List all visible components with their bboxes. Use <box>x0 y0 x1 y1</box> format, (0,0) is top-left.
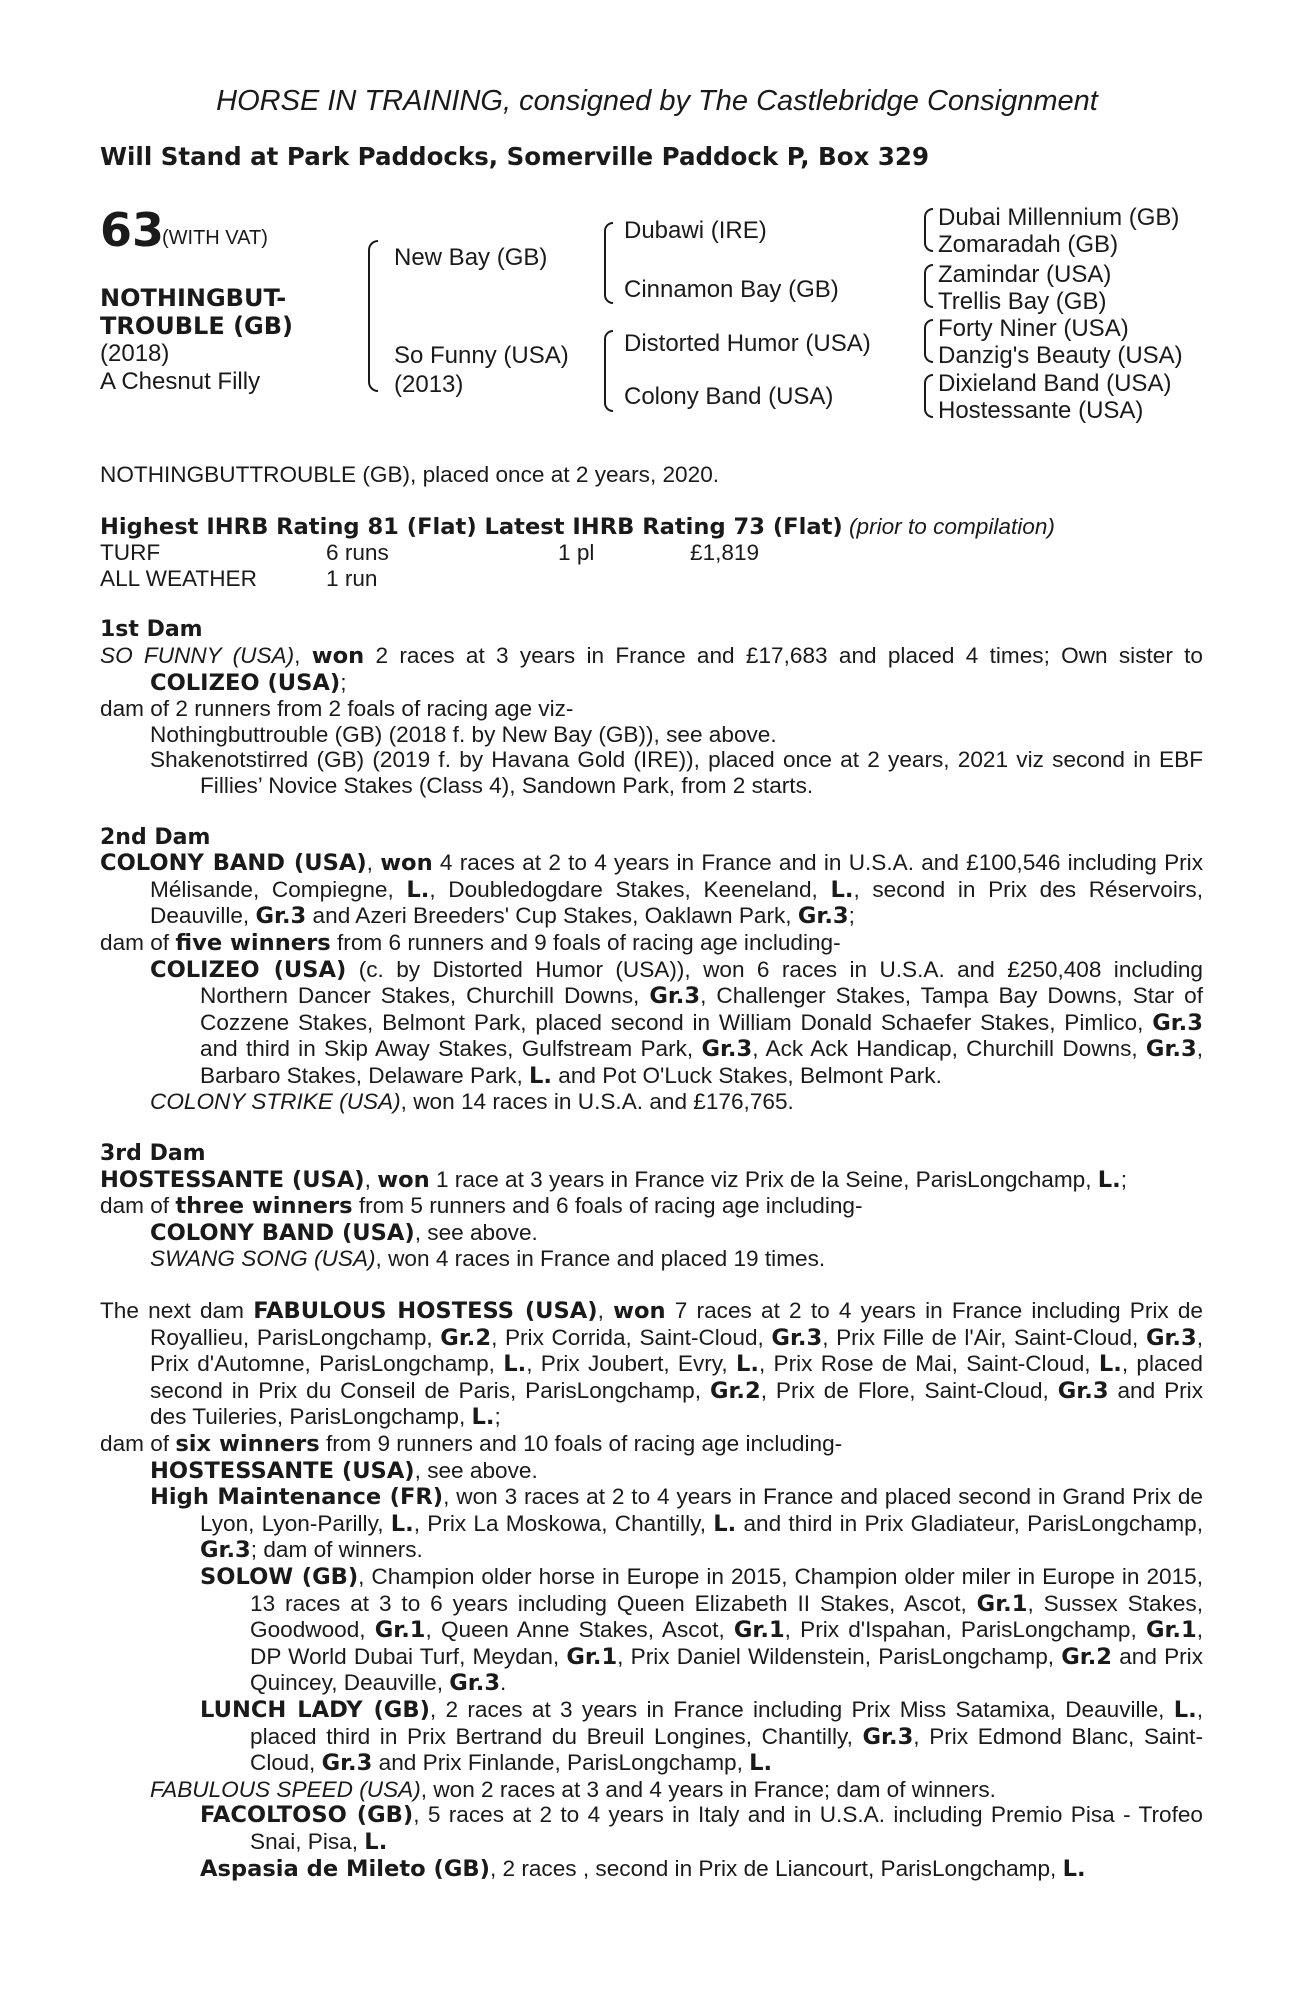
stand-location: Will Stand at Park Paddocks, Somerville Paddock P, Box 329 <box>100 142 930 171</box>
horse-description: A Chesnut Filly <box>100 368 261 395</box>
next-dam-record: The next dam FABULOUS HOSTESS (USA), won 7 races at 2 to 4 years in France including Prix de Royallieu, ParisLongchamp, Gr.2, Prix Corrida, Saint-Cloud, Gr.3, Prix Fille de l'Air, Saint-Cloud, Gr.3, Prix d'Automne, ParisLongchamp, L., Prix Joubert, Evry, L., Prix Rose de Mai, Saint-Cloud, L., placed second in Prix du Conseil de Paris, ParisLongchamp, Gr.2, Prix de Flore, Saint-Cloud, Gr.3 and Prix des Tuileries, ParisLongchamp, L.; <box>100 1298 1204 1431</box>
next-dam-name: FABULOUS HOSTESS (USA) <box>253 1298 598 1325</box>
pedigree-dam-sire: Distorted Humor (USA) <box>624 330 871 357</box>
first-dam-section <box>100 617 1203 798</box>
surface-aw: ALL WEATHER <box>100 565 257 591</box>
high-maintenance-record: High Maintenance (FR), won 3 races at 2 to 4 years in France and placed second in Grand Prix de Lyon, Lyon-Parilly, L., Prix La Moskowa, Chantilly, L. and third in Prix Gladiateur, ParisLongchamp, Gr.3; dam of winners. <box>150 1484 1203 1564</box>
lot-number: 63 <box>100 203 165 257</box>
horse-name-line1: NOTHINGBUT- <box>100 284 287 312</box>
colony-strike-record: COLONY STRIKE (USA), won 14 races in U.S.A. and £176,765. <box>150 1089 794 1115</box>
brace-dam <box>604 330 613 412</box>
aspasia-record: Aspasia de Mileto (GB), 2 races , second in Prix de Liancourt, ParisLongchamp, L. <box>200 1855 1086 1882</box>
lunch-lady-record: LUNCH LADY (GB), 2 races at 3 years in France including Prix Miss Satamixa, Deauville, L., placed third in Prix Bertrand du Breuil Longines, Chantilly, Gr.3, Prix Edmond Blanc, Saint-Cloud, Gr.3 and Prix Finlande, ParisLongchamp, L. <box>200 1696 1203 1777</box>
runs-aw: 1 run <box>326 565 378 591</box>
hostessante-ref: HOSTESSANTE (USA), see above. <box>150 1457 538 1484</box>
brace-sire <box>604 222 613 304</box>
surface-turf: TURF <box>100 540 161 566</box>
pedigree-sire-dam: Cinnamon Bay (GB) <box>624 276 839 303</box>
brace-g3-4 <box>924 374 933 418</box>
prize-turf: £1,819 <box>690 540 760 566</box>
first-dam-heading: 1st Dam <box>100 617 203 643</box>
pedigree-g3-6: Danzig's Beauty (USA) <box>938 342 1183 369</box>
rating-line: Highest IHRB Rating 81 (Flat) Latest IHRB Rating 73 (Flat) <box>100 513 843 540</box>
second-dam-produce: dam of five winners from 6 runners and 9 foals of racing age including- <box>100 929 841 956</box>
pedigree-g3-5: Forty Niner (USA) <box>938 315 1129 342</box>
placed-turf: 1 pl <box>558 540 595 566</box>
first-dam-name: SO FUNNY (USA) <box>100 642 295 668</box>
lot-vat: (WITH VAT) <box>162 227 268 249</box>
pedigree-sire: New Bay (GB) <box>394 244 548 271</box>
second-dam-name: COLONY BAND (USA) <box>100 850 367 877</box>
colony-band-ref: COLONY BAND (USA), see above. <box>150 1219 538 1246</box>
rating-section <box>100 514 1203 592</box>
rating-row-aw <box>100 566 1203 592</box>
brace-gen1 <box>368 240 378 392</box>
pedigree-g3-7: Dixieland Band (USA) <box>938 370 1172 397</box>
pedigree-dam: So Funny (USA) <box>394 342 569 369</box>
fabulous-speed-record: FABULOUS SPEED (USA), won 2 races at 3 and 4 years in France; dam of winners. <box>150 1776 996 1802</box>
pedigree-g3-1: Dubai Millennium (GB) <box>938 204 1180 231</box>
next-dam-section <box>100 1298 1203 1882</box>
swang-song-record: SWANG SONG (USA), won 4 races in France and placed 19 times. <box>150 1246 826 1272</box>
pedigree-g3-8: Hostessante (USA) <box>938 397 1144 424</box>
brace-g3-1 <box>924 208 933 252</box>
second-dam-section <box>100 825 1203 1116</box>
third-dam-name: HOSTESSANTE (USA) <box>100 1166 365 1193</box>
summary-line: NOTHINGBUTTROUBLE (GB), placed once at 2 years, 2020. <box>100 462 720 487</box>
pedigree-sire-sire: Dubawi (IRE) <box>624 217 767 244</box>
pedigree-g3-3: Zamindar (USA) <box>938 261 1112 288</box>
brace-g3-3 <box>924 319 933 363</box>
pedigree-g3-4: Trellis Bay (GB) <box>938 288 1107 315</box>
facoltoso-record: FACOLTOSO (GB), 5 races at 2 to 4 years in Italy and in U.S.A. including Premio Pisa - Trofeo Snai, Pisa, L. <box>200 1802 1203 1855</box>
third-dam-heading: 3rd Dam <box>100 1141 206 1167</box>
colizeo-record: COLIZEO (USA) (c. by Distorted Humor (USA)), won 6 races in U.S.A. and £250,408 including Northern Dancer Stakes, Churchill Downs, Gr.3, Challenger Stakes, Tampa Bay Downs, Star of Cozzene Stakes, Belmont Park, placed second in William Donald Schaefer Stakes, Pimlico, Gr.3 and third in Skip Away Stakes, Gulfstream Park, Gr.3, Ack Ack Handicap, Churchill Downs, Gr.3, Barbaro Stakes, Delaware Park, L. and Pot O'Luck Stakes, Belmont Park. <box>150 956 1203 1089</box>
horse-name-line2: TROUBLE (GB) <box>100 312 294 340</box>
horse-info <box>100 284 340 396</box>
first-dam-produce: dam of 2 runners from 2 foals of racing age viz- <box>100 696 574 722</box>
brace-g3-2 <box>924 264 933 308</box>
header-title: HORSE IN TRAINING, consigned by The Castlebridge Consignment <box>216 85 1098 117</box>
solow-record: SOLOW (GB), Champion older horse in Europe in 2015, Champion older miler in Europe in 2015, 13 races at 3 to 6 years including Queen Elizabeth II Stakes, Ascot, Gr.1, Sussex Stakes, Goodwood, Gr.1, Queen Anne Stakes, Ascot, Gr.1, Prix d'Ispahan, ParisLongchamp, Gr.1, DP World Dubai Turf, Meydan, Gr.1, Prix Daniel Wildenstein, ParisLongchamp, Gr.2 and Prix Quincey, Deauville, Gr.3. <box>200 1563 1203 1697</box>
second-dam-record: COLONY BAND (USA), won 4 races at 2 to 4 years in France and in U.S.A. and £100,546 including Prix Mélisande, Compiegne, L., Doubledogdare Stakes, Keeneland, L., second in Prix des Réservoirs, Deauville, Gr.3 and Azeri Breeders' Cup Stakes, Oaklawn Park, Gr.3; <box>100 850 1203 930</box>
runs-turf: 6 runs <box>326 540 389 566</box>
sister-name: COLIZEO (USA) <box>150 669 341 696</box>
catalogue-body <box>100 462 1203 1882</box>
horse-year: (2018) <box>100 340 170 367</box>
rating-row-turf <box>100 540 1203 566</box>
second-dam-heading: 2nd Dam <box>100 824 211 850</box>
third-dam-section <box>100 1141 1203 1272</box>
pedigree-g3-2: Zomaradah (GB) <box>938 231 1119 258</box>
progeny-2: Shakenotstirred (GB) (2019 f. by Havana Gold (IRE)), placed once at 2 years, 2021 viz second in EBF Fillies’ Novice Stakes (Class 4), Sandown Park, from 2 starts. <box>150 747 1203 798</box>
rating-note: (prior to compilation) <box>848 513 1055 539</box>
pedigree-dam-year: (2013) <box>394 371 464 398</box>
first-dam-record: SO FUNNY (USA), won 2 races at 3 years in France and £17,683 and placed 4 times; Own sister to COLIZEO (USA); <box>100 642 1203 696</box>
third-dam-produce: dam of three winners from 5 runners and 6 foals of racing age including- <box>100 1193 863 1220</box>
progeny-1: Nothingbuttrouble (GB) (2018 f. by New Bay (GB)), see above. <box>150 721 777 747</box>
won-label: won <box>311 642 365 669</box>
third-dam-record: HOSTESSANTE (USA), won 1 race at 3 years in France viz Prix de la Seine, ParisLongchamp, L.; <box>100 1166 1128 1193</box>
next-dam-produce: dam of six winners from 9 runners and 10 foals of racing age including- <box>100 1431 843 1457</box>
pedigree-dam-dam: Colony Band (USA) <box>624 383 834 410</box>
